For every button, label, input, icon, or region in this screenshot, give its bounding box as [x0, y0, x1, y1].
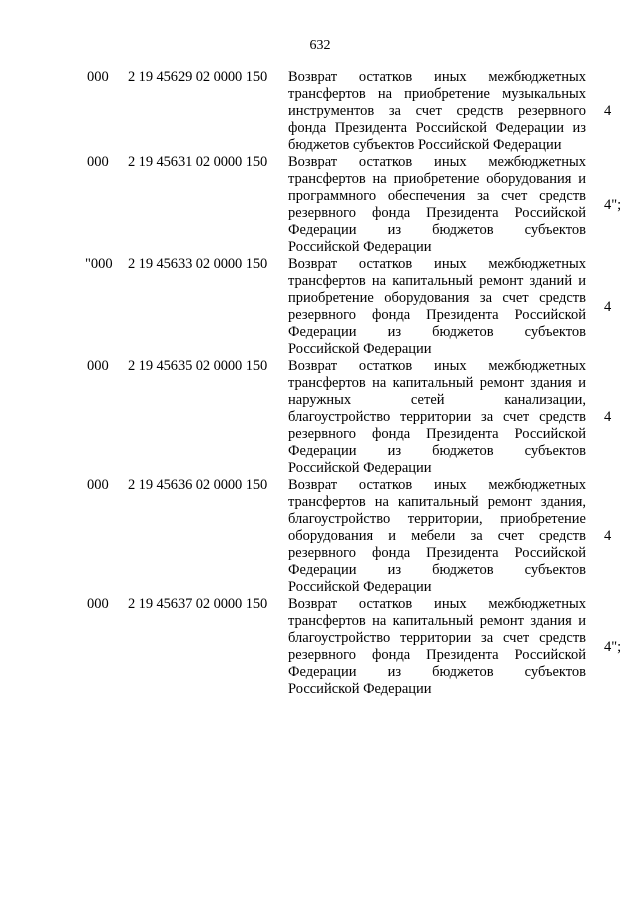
- description-line: бюджетов субъектов Российской Федерации: [288, 137, 562, 153]
- description-line: трансфертов на приобретение музыкальных: [288, 86, 586, 102]
- description-line: резервного фонда Президента Российской: [288, 545, 586, 561]
- description-line: Возврат остатков иных межбюджетных: [288, 596, 586, 612]
- description-line: Российской Федерации: [288, 579, 432, 595]
- budget-classification-code: 2 19 45631 02 0000 150: [128, 154, 268, 170]
- row-value-text: 4";: [604, 638, 622, 655]
- row-value-text: 4: [604, 528, 612, 544]
- admin-code: 000: [87, 69, 109, 85]
- row-description: [288, 154, 586, 256]
- description-line: приобретение оборудования за счет средств: [288, 290, 586, 306]
- row-description: [288, 69, 586, 154]
- description-line: оборудования и мебели за счет средств: [288, 528, 586, 544]
- description-line: благоустройство территории за счет средств: [288, 630, 586, 646]
- description-line: Федерации из бюджетов субъектов: [288, 324, 586, 340]
- description-line: Федерации из бюджетов субъектов: [288, 664, 586, 680]
- description-line: наружных сетей канализации,: [288, 392, 586, 408]
- row-description: [288, 256, 586, 358]
- admin-code: 000: [87, 477, 109, 493]
- description-line: Российской Федерации: [288, 460, 432, 476]
- admin-code: 000: [87, 596, 109, 612]
- row-description: [288, 596, 586, 698]
- description-line: благоустройство территории за счет средств: [288, 409, 586, 425]
- description-line: трансфертов на приобретение оборудования и: [288, 171, 586, 187]
- row-description: [288, 477, 586, 596]
- description-line: Федерации из бюджетов субъектов: [288, 443, 586, 459]
- row-value-text: 4: [604, 409, 612, 425]
- budget-classification-code: 2 19 45629 02 0000 150: [128, 69, 268, 85]
- table-row: [0, 154, 640, 256]
- description-line: Федерации из бюджетов субъектов: [288, 562, 586, 578]
- description-line: трансфертов на капитальный ремонт здания,: [288, 494, 586, 510]
- description-line: Возврат остатков иных межбюджетных: [288, 154, 586, 170]
- row-value: [586, 154, 640, 256]
- description-line: Возврат остатков иных межбюджетных: [288, 477, 586, 493]
- description-line: резервного фонда Президента Российской: [288, 647, 586, 663]
- budget-code-table: [0, 69, 640, 698]
- description-line: Федерации из бюджетов субъектов: [288, 222, 586, 238]
- description-line: Возврат остатков иных межбюджетных: [288, 256, 586, 272]
- description-line: Возврат остатков иных межбюджетных: [288, 69, 586, 85]
- description-line: Возврат остатков иных межбюджетных: [288, 358, 586, 374]
- description-line: благоустройство территории, приобретение: [288, 511, 586, 527]
- description-line: Российской Федерации: [288, 681, 432, 697]
- description-line: трансфертов на капитальный ремонт здания и: [288, 375, 586, 391]
- row-value: [586, 358, 640, 477]
- description-line: программного обеспечения за счет средств: [288, 188, 586, 204]
- admin-code: 000: [87, 154, 109, 170]
- row-value: [586, 69, 640, 154]
- admin-code: "000: [85, 256, 113, 272]
- row-description: [288, 358, 586, 477]
- budget-classification-code: 2 19 45633 02 0000 150: [128, 256, 268, 272]
- description-line: трансфертов на капитальный ремонт здания и: [288, 613, 586, 629]
- description-line: инструментов за счет средств резервного: [288, 103, 586, 119]
- description-line: резервного фонда Президента Российской: [288, 205, 586, 221]
- budget-classification-code: 2 19 45635 02 0000 150: [128, 358, 268, 374]
- table-row: [0, 69, 640, 154]
- table-row: [0, 596, 640, 698]
- budget-classification-code: 2 19 45636 02 0000 150: [128, 477, 268, 493]
- table-row: [0, 256, 640, 358]
- description-line: Российской Федерации: [288, 341, 432, 357]
- row-value-text: 4";: [604, 196, 622, 213]
- row-value-text: 4: [604, 103, 612, 119]
- description-line: трансфертов на капитальный ремонт зданий и: [288, 273, 586, 289]
- description-line: фонда Президента Российской Федерации из: [288, 120, 586, 136]
- row-value: [586, 596, 640, 698]
- description-line: резервного фонда Президента Российской: [288, 426, 586, 442]
- budget-classification-code: 2 19 45637 02 0000 150: [128, 596, 268, 612]
- row-value: [586, 477, 640, 596]
- page-number: 632: [309, 38, 331, 53]
- description-line: резервного фонда Президента Российской: [288, 307, 586, 323]
- table-row: [0, 358, 640, 477]
- row-value-text: 4: [604, 298, 612, 315]
- description-line: Российской Федерации: [288, 239, 432, 255]
- row-value: [586, 256, 640, 358]
- admin-code: 000: [87, 358, 109, 374]
- table-row: [0, 477, 640, 596]
